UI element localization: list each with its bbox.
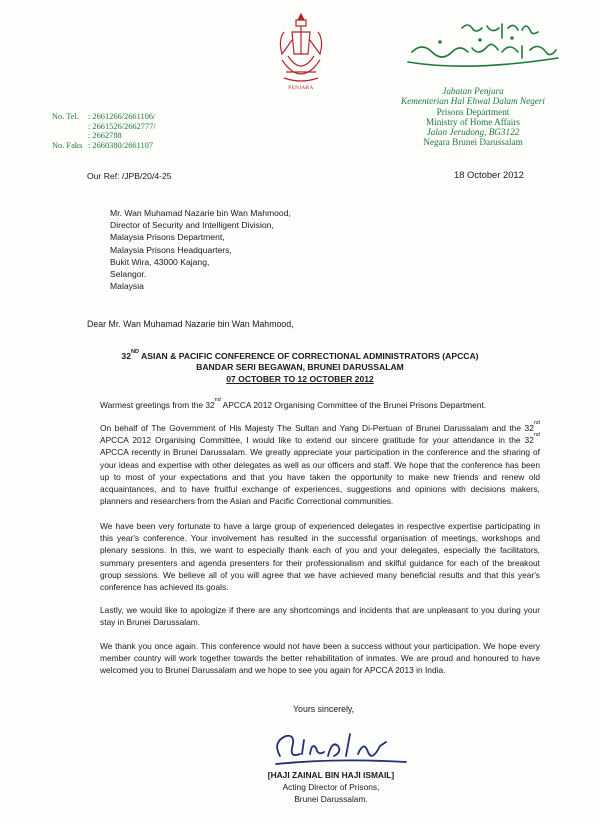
signatory-name: [HAJI ZAINAL BIN HAJI ISMAIL] — [267, 770, 395, 780]
our-reference: Our Ref: /JPB/20/4-25 — [87, 171, 172, 181]
crest-banner: PENJARA — [288, 86, 314, 91]
handwritten-signature — [266, 726, 416, 772]
address-line: Bukit Wira, 43000 Kajang, — [110, 256, 210, 267]
paragraph-thanks: We thank you once again. This conference would not have been a success without your participation. We hope every member country will work together towards the better rehabilitation of inmates. We are proud and honoured to have welcomed you to Brunei Darussalam and we hope to see you again for APCCA 2013 in India. — [100, 641, 540, 676]
paragraph-greeting — [100, 399, 540, 411]
heading-dates: 07 OCTOBER TO 12 OCTOBER 2012 — [226, 373, 374, 384]
arabic-calligraphy-logo — [392, 18, 572, 74]
recipient-address — [110, 207, 291, 292]
contact-value: : 2661266/2661106/ — [88, 112, 156, 121]
dept-line: Negara Brunei Darussalam — [423, 137, 523, 148]
text-run: APCCA 2012 Organising Committee, I would like to extend our sincere gratitude for your attendance in the 32 — [100, 435, 534, 446]
subject-heading — [100, 351, 500, 385]
contact-value: : 2661526/2662777/ — [88, 121, 156, 131]
paragraph-apology: Lastly, we would like to apologize if there are any shortcomings and incidents that are unpleasant to you during your stay in Brunei Darussalam. — [100, 605, 540, 628]
heading-line-1 — [100, 351, 500, 362]
address-line: Director of Security and Intelligent Division, — [110, 220, 274, 231]
address-line: Malaysia Prisons Department, — [110, 232, 225, 243]
contact-row — [52, 112, 156, 122]
contact-value: : 2660380/2661107 — [88, 140, 154, 150]
ordinal-suffix: nd — [214, 397, 221, 403]
address-line: Malaysia Prisons Headquarters, — [110, 244, 232, 255]
dept-line: Jalan Jerudong, BG3122 — [426, 127, 520, 138]
text-run: On behalf of The Government of His Majesty The Sultan and Yang Di-Pertuan of Brunei Darussalam and the 32 — [100, 423, 534, 433]
signatory-title: Acting Director of Prisons, — [282, 782, 380, 792]
signatory-place: Brunei Darussalam. — [294, 794, 368, 804]
address-line: Mr. Wan Muhamad Nazarie bin Wan Mahmood, — [110, 208, 291, 218]
text-run: APCCA 2012 Organising Committee of the Brunei Prisons Department. — [220, 400, 487, 410]
contact-row — [52, 141, 156, 151]
heading-ordinal: 32 — [121, 351, 131, 361]
letter-date: 18 October 2012 — [454, 169, 524, 180]
contact-label: No. Tel. — [52, 112, 79, 121]
dept-line: Ministry of Home Affairs — [426, 116, 520, 127]
contact-row — [52, 131, 156, 141]
dept-line: Jabatan Penjara — [442, 86, 504, 96]
text-run: Warmest greetings from the 32 — [100, 400, 215, 410]
dept-line: Prisons Department — [436, 106, 510, 117]
ordinal-suffix: nd — [533, 432, 540, 439]
closing: Yours sincerely, — [293, 704, 355, 714]
address-line: Malaysia — [110, 281, 144, 292]
department-address — [378, 86, 568, 148]
contact-row — [52, 122, 156, 132]
heading-ordinal-suffix: ND — [130, 349, 139, 355]
paragraph-delegates: We have been very fortunate to have a large group of experienced delegates in respective expertise participating in this year's conference. Your involvement has resulted in the successful organisation of meetings, workshops and plenary sessions. In this, we want to especially thank each of you and your delegates, especially the facilitators, summary presenters and agenda presenters for their professionalism and skilful guidance for each of the breakout group sessions. We believe all of you will agree that we have achieved many beneficial results and that this year's conference has achieved its goals. — [100, 521, 540, 593]
royal-crest-icon — [274, 10, 328, 90]
dept-line: Kementerian Hal Ehwal Dalam Negeri — [401, 96, 545, 107]
heading-title: ASIAN & PACIFIC CONFERENCE OF CORRECTIONAL ADMINISTRATORS (APCCA) — [138, 351, 479, 361]
contact-value: : 2662788 — [88, 131, 122, 141]
text-run: APCCA recently in Brunei Darussalam. We greatly appreciate your participation in the conference and the sharing of your ideas and expertise with other delegates as well as our officers and staff. We hope that the conference has been up to most of your expectations and that you have taken the opportunity to make new friends and renew old acquaintances, and to have fruitful exchange of experiences, suggestions and opinions with decisions makers, planners and researchers from the Asian and Pacific Correctional communities. — [100, 447, 540, 507]
salutation: Dear Mr. Wan Muhamad Nazarie bin Wan Mahmood, — [87, 319, 294, 329]
address-line: Selangor. — [110, 269, 147, 280]
paragraph-gratitude — [100, 422, 540, 507]
signatory-block — [261, 769, 401, 805]
heading-line-2: BANDAR SERI BEGAWAN, BRUNEI DARUSSALAM — [196, 362, 404, 373]
contact-label: No. Faks — [52, 140, 83, 150]
ordinal-suffix: nd — [533, 420, 540, 426]
contact-numbers — [52, 112, 156, 150]
